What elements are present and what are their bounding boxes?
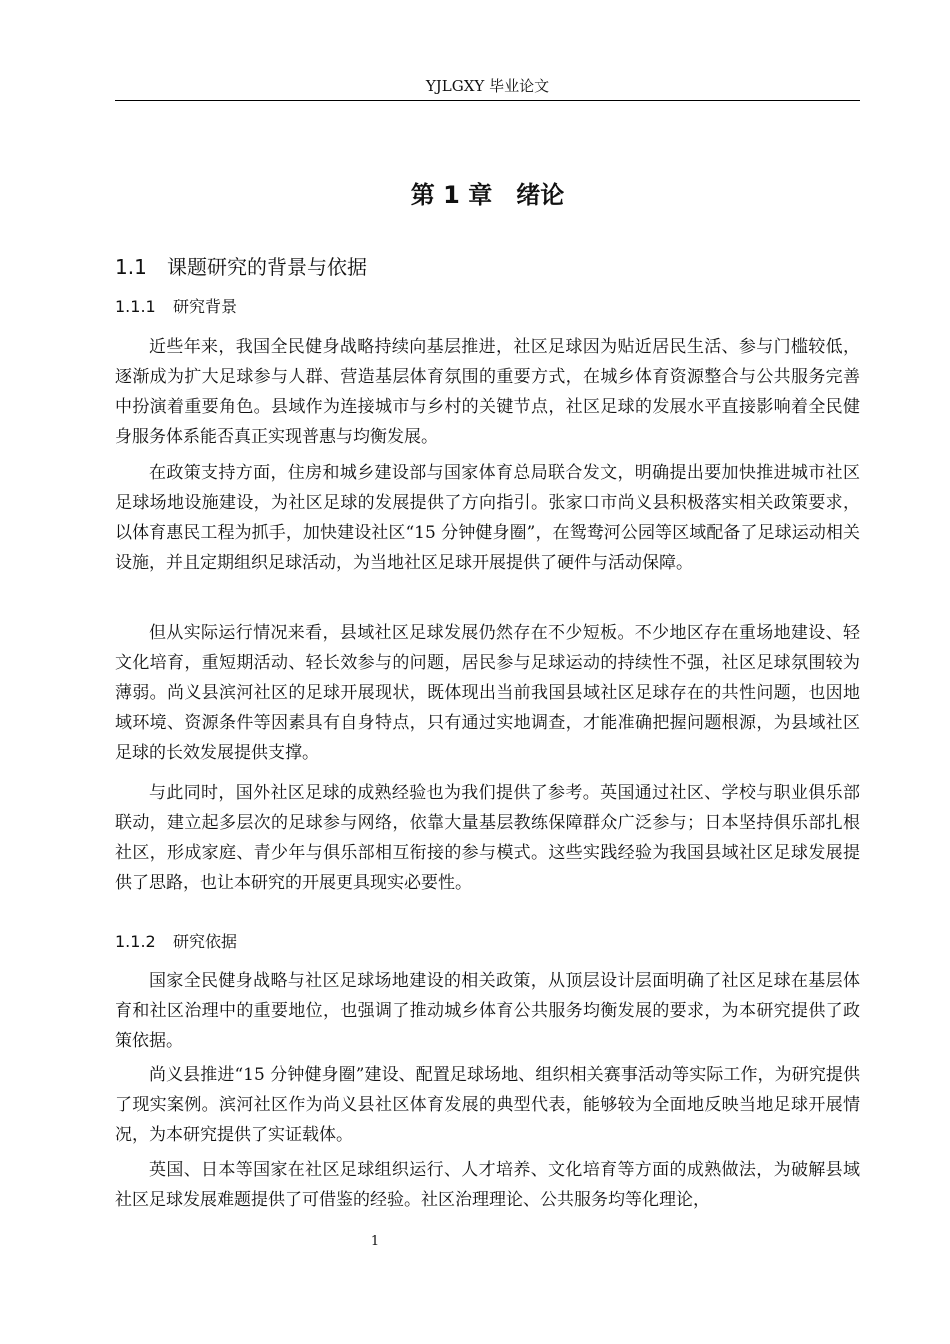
chapter-title: 第 1 章 绪论: [410, 181, 565, 209]
section-heading-1-1: [115, 253, 860, 281]
header-rule: [115, 100, 860, 101]
section-number: 1.1: [115, 255, 147, 279]
subsection-title: 研究依据: [173, 932, 238, 951]
paragraph-7: 英国、日本等国家在社区足球组织运行、人才培养、文化培育等方面的成熟做法，为破解县域社区足球发展难题提供了可借鉴的经验。社区治理理论、公共服务均等化理论，: [115, 1160, 860, 1210]
paragraph-5: 国家全民健身战略与社区足球场地建设的相关政策，从顶层设计层面明确了社区足球在基层体育和社区治理中的重要地位，也强调了推动城乡体育公共服务均衡发展的要求，为本研究提供了政策依据。: [115, 971, 860, 1051]
paragraph-2: 在政策支持方面，住房和城乡建设部与国家体育总局联合发文，明确提出要加快推进城市社区足球场地设施建设，为社区足球的发展提供了方向指引。张家口市尚义县积极落实相关政策要求，以体育惠民工程为抓手，加快建设社区“15 分钟健身圈”，在鸳鸯河公园等区域配备了足球运动相关设施，并且定期组织足球活动，为当地社区足球开展提供了硬件与活动保障。: [115, 463, 860, 573]
running-header: YJLGXY 毕业论文: [425, 77, 550, 95]
section-title: 课题研究的背景与依据: [167, 255, 367, 279]
paragraph-1: 近些年来，我国全民健身战略持续向基层推进，社区足球因为贴近居民生活、参与门槛较低，逐渐成为扩大足球参与人群、营造基层体育氛围的重要方式，在城乡体育资源整合与公共服务完善中扮演着重要角色。县域作为连接城市与乡村的关键节点，社区足球的发展水平直接影响着全民健身服务体系能否真正实现普惠与均衡发展。: [115, 337, 860, 447]
paragraph-4: 与此同时，国外社区足球的成熟经验也为我们提供了参考。英国通过社区、学校与职业俱乐部联动，建立起多层次的足球参与网络，依靠大量基层教练保障群众广泛参与；日本坚持俱乐部扎根社区，形成家庭、青少年与俱乐部相互衔接的参与模式。这些实践经验为我国县域社区足球发展提供了思路，也让本研究的开展更具现实必要性。: [115, 783, 860, 893]
page-number: 1: [370, 1234, 380, 1249]
subsection-title: 研究背景: [173, 297, 238, 316]
subsection-heading-1-1-2: [115, 931, 860, 953]
subsection-heading-1-1-1: [115, 296, 860, 318]
paragraph-3: 但从实际运行情况来看，县域社区足球发展仍然存在不少短板。不少地区存在重场地建设、轻文化培育，重短期活动、轻长效参与的问题，居民参与足球运动的持续性不强，社区足球氛围较为薄弱。尚义县滨河社区的足球开展现状，既体现出当前我国县域社区足球存在的共性问题，也因地域环境、资源条件等因素具有自身特点，只有通过实地调查，才能准确把握问题根源，为县域社区足球的长效发展提供支撑。: [115, 623, 860, 763]
paragraph-6: 尚义县推进“15 分钟健身圈”建设、配置足球场地、组织相关赛事活动等实际工作，为研究提供了现实案例。滨河社区作为尚义县社区体育发展的典型代表，能够较为全面地反映当地足球开展情况，为本研究提供了实证载体。: [115, 1065, 860, 1145]
subsection-number: 1.1.1: [115, 297, 156, 316]
subsection-number: 1.1.2: [115, 932, 156, 951]
